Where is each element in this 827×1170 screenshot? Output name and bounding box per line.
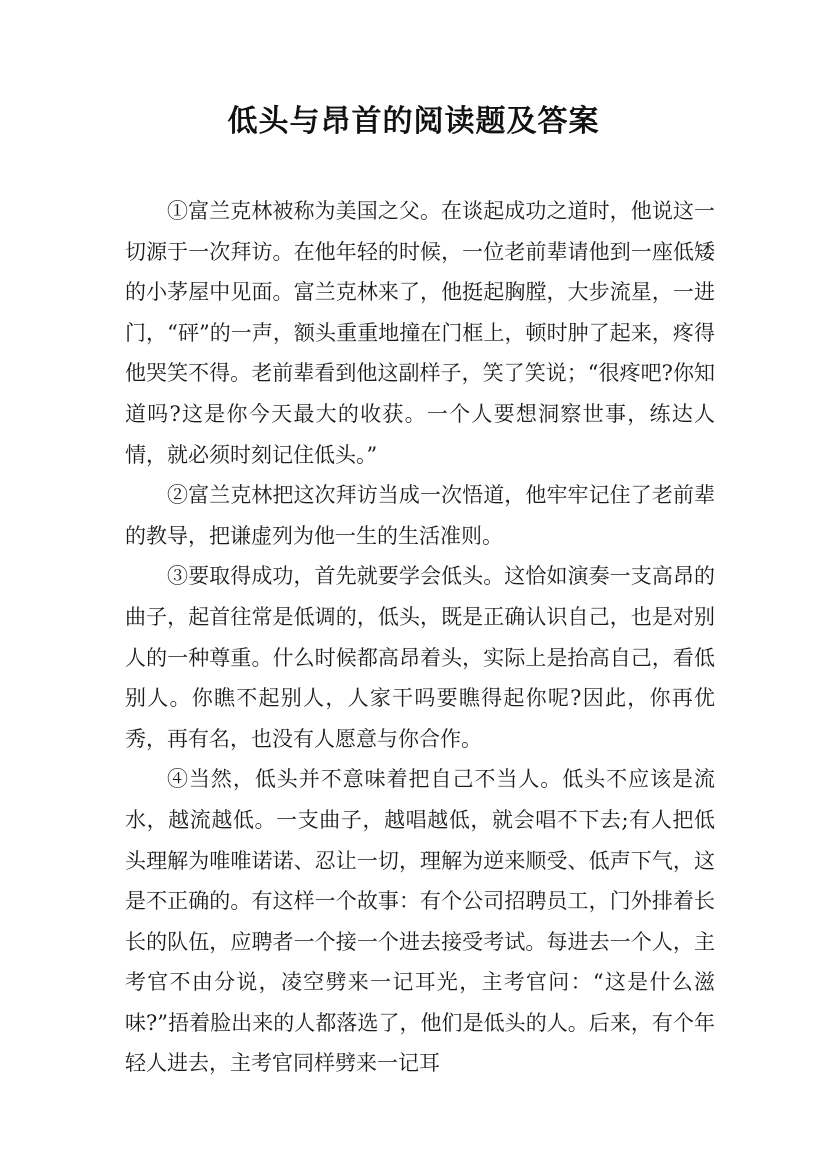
paragraph-1: ①富兰克林被称为美国之父。在谈起成功之道时，他说这一切源于一次拜访。在他年轻的时候，一位老前辈请他到一座低矮的小茅屋中见面。富兰克林来了，他挺起胸膛，大步流星，一进门，“砰”的一声，额头重重地撞在门框上，顿时肿了起来，疼得他哭笑不得。老前辈看到他这副样子，笑了笑说；“很疼吧?你知道吗?这是你今天最大的收获。一个人要想洞察世事，练达人情，就必须时刻记住低头。” [125,199,715,467]
paragraph-3: ③要取得成功，首先就要学会低头。这恰如演奏一支高昂的曲子，起首往常是低调的，低头，既是正确认识自己，也是对别人的一种尊重。什么时候都高昂着头，实际上是抬高自己，看低别人。你瞧不起别人，人家干吗要瞧得起你呢?因此，你再优秀，再有名，也没有人愿意与你合作。 [125,564,715,751]
paragraph-4: ④当然，低头并不意味着把自己不当人。低头不应该是流水，越流越低。一支曲子，越唱越低，就会唱不下去;有人把低头理解为唯唯诺诺、忍让一切，理解为逆来顺受、低声下气，这是不正确的。有这样一个故事：有个公司招聘员工，门外排着长长的队伍，应聘者一个接一个进去接受考试。每进去一个人，主考官不由分说，凌空劈来一记耳光，主考官问：“这是什么滋味?”捂着脸出来的人都落选了，他们是低头的人。后来，有个年轻人进去，主考官同样劈来一记耳 [125,767,715,1076]
document-body [125,191,715,1084]
paragraph-2: ②富兰克林把这次拜访当成一次悟道，他牢牢记住了老前辈的教导，把谦虚列为他一生的生活准则。 [125,483,715,548]
document-title: 低头与昂首的阅读题及答案 [227,104,600,139]
